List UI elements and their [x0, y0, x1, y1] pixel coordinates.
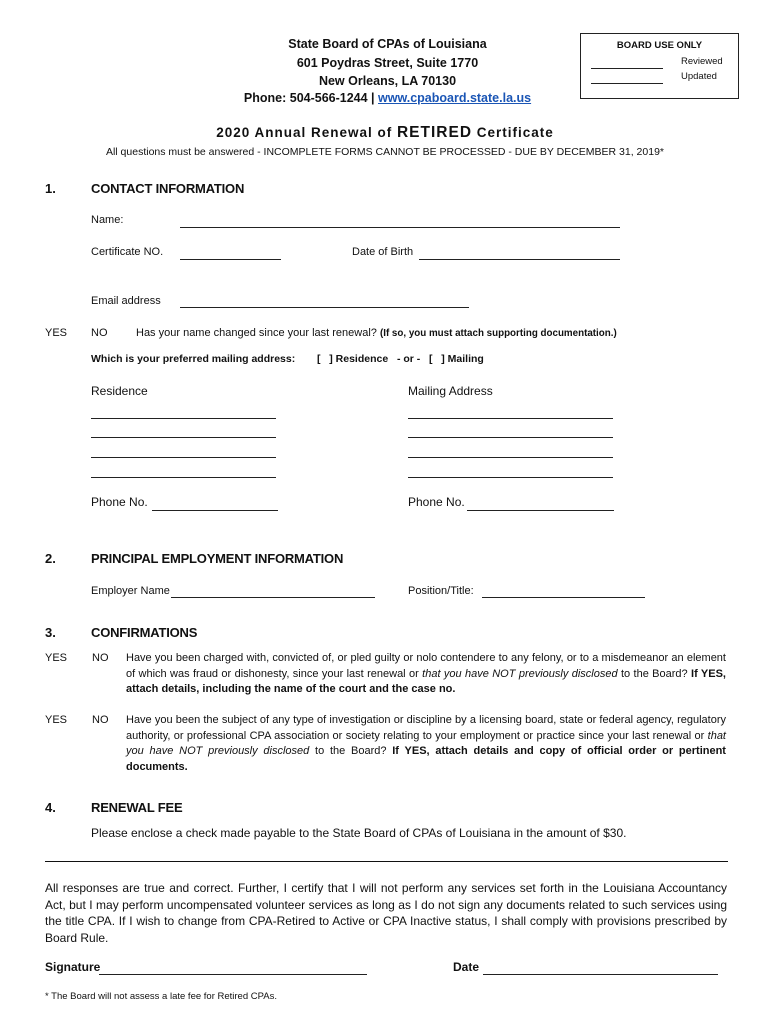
q1-text	[126, 651, 726, 698]
q1-yes[interactable]: YES	[45, 652, 68, 664]
q2-no[interactable]: NO	[92, 714, 109, 726]
q2-text-c: to the Board?	[309, 745, 393, 757]
section-3-title: CONFIRMATIONS	[91, 625, 198, 640]
signature-field[interactable]	[99, 974, 367, 975]
position-label: Position/Title:	[408, 585, 474, 597]
residence-phone-label: Phone No.	[91, 495, 148, 509]
employer-field[interactable]	[171, 597, 375, 598]
mailing-line-2[interactable]	[408, 437, 613, 438]
divider	[45, 861, 728, 862]
q1-text-d: If YES, attach details, including the name of the court and the case no.	[126, 667, 726, 695]
name-changed-text: Has your name changed since your last renewal?	[136, 327, 380, 339]
q1-no[interactable]: NO	[92, 652, 109, 664]
certificate-no-field[interactable]	[180, 259, 281, 260]
name-field[interactable]	[180, 227, 620, 228]
mailing-line-4[interactable]	[408, 477, 613, 478]
email-label: Email address	[91, 295, 161, 307]
name-changed-no[interactable]: NO	[91, 327, 108, 339]
q1-text-a: Have you been charged with, convicted of, or pled guilty or nolo contendere to any felony, or to a misdemeanor an element of which was fraud or dishonesty, since your last renewal or	[126, 652, 726, 680]
phone-line	[210, 88, 565, 108]
form-title-c: Certificate	[472, 125, 554, 140]
section-1-number: 1.	[45, 181, 56, 196]
residence-label: Residence	[91, 384, 148, 398]
q2-text-a: Have you been the subject of any type of investigation or discipline by a licensing board, state or federal agency, regulatory authority, or professional CPA association or society relating to your employment or practice since your last renewal or	[126, 714, 726, 742]
mailing-phone-label: Phone No.	[408, 495, 465, 509]
board-use-title: BOARD USE ONLY	[616, 40, 703, 51]
position-field[interactable]	[482, 597, 645, 598]
residence-phone-field[interactable]	[152, 510, 278, 511]
form-subtitle: All questions must be answered - INCOMPLETE FORMS CANNOT BE PROCESSED - DUE BY DECEMBER 31, 2019*	[105, 146, 665, 158]
residence-line-4[interactable]	[91, 477, 276, 478]
q2-yes[interactable]: YES	[45, 714, 68, 726]
form-title	[0, 124, 770, 142]
q1-text-b: that you have NOT previously disclosed	[422, 667, 618, 680]
mailing-options[interactable]: [ ] Residence - or - [ ] Mailing	[317, 353, 484, 365]
reviewed-line[interactable]	[591, 68, 663, 69]
email-field[interactable]	[180, 307, 469, 308]
section-1-title: CONTACT INFORMATION	[91, 181, 245, 196]
footnote: * The Board will not assess a late fee for Retired CPAs.	[45, 991, 277, 1002]
name-changed-question	[136, 327, 617, 339]
org-name: State Board of CPAs of Louisiana	[288, 37, 487, 51]
reviewed-label: Reviewed	[681, 56, 723, 67]
q2-text-b: that you have NOT previously disclosed	[126, 729, 726, 757]
name-label: Name:	[91, 214, 124, 226]
updated-label: Updated	[681, 71, 717, 82]
signature-label: Signature	[45, 960, 101, 974]
section-4-number: 4.	[45, 800, 56, 815]
residence-line-2[interactable]	[91, 437, 276, 438]
phone-text: Phone: 504-566-1244 |	[243, 91, 379, 105]
dob-label: Date of Birth	[352, 246, 414, 258]
form-title-b: RETIRED	[396, 124, 473, 141]
date-field[interactable]	[483, 974, 718, 975]
section-3-number: 3.	[45, 625, 56, 640]
employer-label: Employer Name	[91, 585, 170, 597]
address-line-2: New Orleans, LA 70130	[318, 74, 457, 88]
form-title-a: 2020 Annual Renewal of	[216, 125, 397, 140]
section-2-number: 2.	[45, 551, 56, 566]
address-line-1: 601 Poydras Street, Suite 1770	[296, 56, 479, 70]
updated-line[interactable]	[591, 83, 663, 84]
mailing-phone-field[interactable]	[467, 510, 614, 511]
certification-text: All responses are true and correct. Further, I certify that I will not perform any services set forth in the Louisiana Accountancy Act, but I may perform uncompensated volunteer services as long as I do not sign any documents related to such services using the title CPA. If I wish to change from CPA-Retired to Active or CPA Inactive status, I shall comply with provisions prescribed by Board Rule.	[45, 881, 727, 945]
name-changed-note: (If so, you must attach supporting documentation.)	[379, 328, 617, 339]
mailing-address-label: Mailing Address	[408, 384, 493, 398]
section-4-title: RENEWAL FEE	[91, 800, 183, 815]
renewal-fee-text: Please enclose a check made payable to the State Board of CPAs of Louisiana in the amount of $30.	[91, 826, 627, 840]
residence-line-3[interactable]	[91, 457, 276, 458]
mailing-line-1[interactable]	[408, 418, 613, 419]
section-2-title: PRINCIPAL EMPLOYMENT INFORMATION	[91, 551, 344, 566]
date-label: Date	[453, 960, 480, 974]
certificate-no-label: Certificate NO.	[91, 246, 164, 258]
q2-text	[126, 713, 726, 775]
dob-field[interactable]	[419, 259, 620, 260]
mailing-line-3[interactable]	[408, 457, 613, 458]
residence-line-1[interactable]	[91, 418, 276, 419]
board-use-box	[580, 33, 739, 99]
q1-text-c: to the Board?	[617, 667, 692, 680]
website-link[interactable]: www.cpaboard.state.la.us	[378, 91, 532, 105]
name-changed-yes[interactable]: YES	[45, 327, 68, 339]
q2-text-d: If YES, attach details and copy of official order or pertinent documents.	[126, 745, 726, 773]
mailing-question: Which is your preferred mailing address:	[91, 353, 296, 365]
